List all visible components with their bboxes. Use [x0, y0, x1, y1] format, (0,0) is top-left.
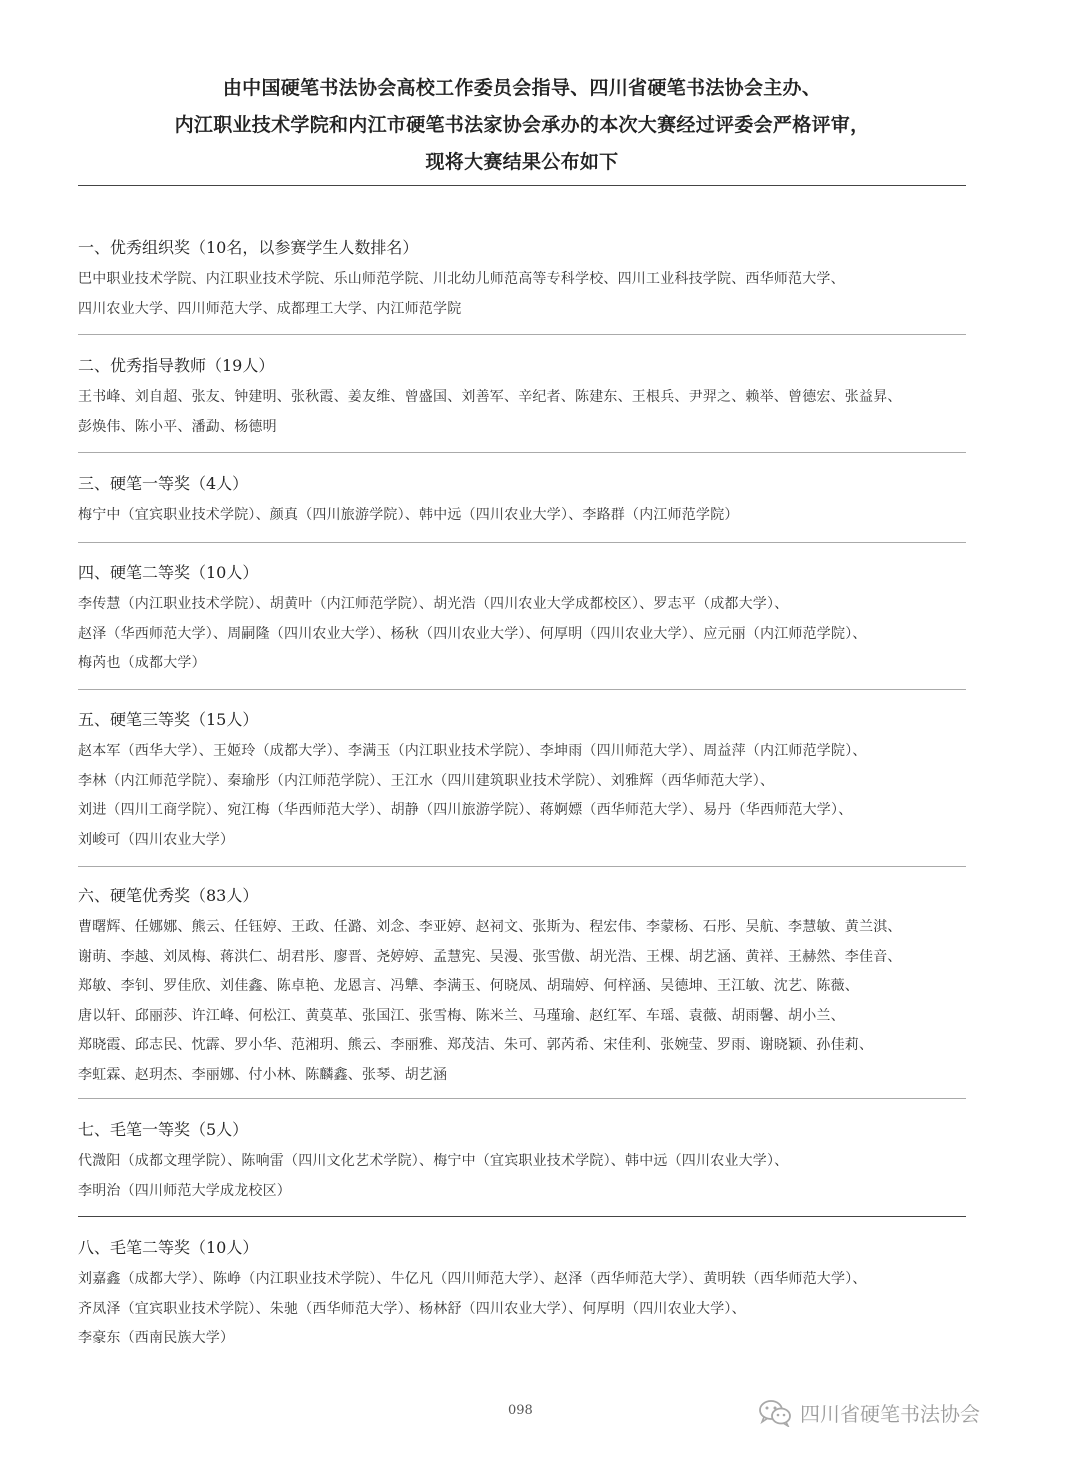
- section-line: 李林（内江师范学院）、秦瑜彤（内江师范学院）、王江水（四川建筑职业技术学院）、刘雅辉（西华师范大学）、: [78, 772, 775, 789]
- header-divider: [78, 185, 966, 186]
- section-divider: [78, 542, 966, 543]
- section-line: 巴中职业技术学院、内江职业技术学院、乐山师范学院、川北幼儿师范高等专科学校、四川工业科技学院、西华师范大学、: [78, 271, 845, 287]
- section-line: 梅芮也（成都大学）: [78, 655, 206, 671]
- section-line: 王书峰、刘自超、张友、钟建明、张秋霞、姜友维、曾盛国、刘善军、辛纪者、陈建东、王根兵、尹羿之、赖举、曾德宏、张益昇、: [78, 389, 902, 405]
- section-line: 刘嘉鑫（成都大学）、陈峥（内江职业技术学院）、牛亿凡（四川师范大学）、赵泽（西华师范大学）、黄明轶（西华师范大学）、: [78, 1271, 867, 1287]
- section-line: 唐以轩、邱丽莎、许江峰、何松江、黄莫革、张国江、张雪梅、陈米兰、马瑾瑜、赵红军、车瑶、袁薇、胡雨馨、胡小兰、: [78, 1007, 845, 1024]
- section-title: 七、毛笔一等奖（5人）: [78, 1120, 249, 1139]
- section-line: 梅宁中（宜宾职业技术学院）、颜真（四川旅游学院）、韩中远（四川农业大学）、李路群（内江师范学院）: [78, 507, 739, 523]
- section-title: 六、硬笔优秀奖（83人）: [78, 886, 259, 905]
- header-line-2: 内江职业技术学院和内江市硬笔书法家协会承办的本次大赛经过评委会严格评审，: [174, 114, 870, 136]
- section-divider: [78, 452, 966, 453]
- section-line: 谢萌、李越、刘凤梅、蒋洪仁、胡君彤、廖晋、尧婷婷、孟慧宪、吴漫、张雪傲、胡光浩、王棵、胡艺涵、黄祥、王赫然、李佳音、: [78, 948, 902, 965]
- section-line: 代溦阳（成都文理学院）、陈响雷（四川文化艺术学院）、梅宁中（宜宾职业技术学院）、韩中远（四川农业大学）、: [78, 1153, 789, 1169]
- section-hard-pen-excellence-award: [78, 886, 966, 1090]
- section-divider: [78, 689, 966, 690]
- watermark-text: 四川省硬笔书法协会: [800, 1402, 980, 1426]
- section-organization-award: [78, 238, 966, 324]
- section-line: 郑敏、李钊、罗佳欣、刘佳鑫、陈卓艳、龙恩言、冯犨、李满玉、何晓凤、胡瑞婷、何梓涵、吴德坤、王江敏、沈艺、陈薇、: [78, 978, 859, 994]
- section-hard-pen-first-prize: [78, 474, 966, 531]
- section-hard-pen-second-prize: [78, 563, 966, 679]
- section-title: 四、硬笔二等奖（10人）: [78, 563, 259, 582]
- section-line: 郑晓霞、邱志民、忱霹、罗小华、范湘玥、熊云、李丽雅、郑茂洁、朱可、郭芮希、宋佳利、张婉莹、罗雨、谢晓颖、孙佳莉、: [78, 1037, 874, 1053]
- section-hard-pen-third-prize: [78, 710, 966, 855]
- section-divider: [78, 1216, 966, 1217]
- section-line: 李明治（四川师范大学成龙校区）: [78, 1182, 291, 1199]
- wechat-icon: [758, 1399, 792, 1427]
- section-brush-second-prize: [78, 1238, 966, 1354]
- section-title: 二、优秀指导教师（19人）: [78, 356, 275, 375]
- section-title: 八、毛笔二等奖（10人）: [78, 1238, 259, 1257]
- section-line: 彭焕伟、陈小平、潘勐、杨德明: [78, 418, 277, 435]
- section-excellent-teachers: [78, 356, 966, 442]
- wechat-watermark: [758, 1398, 980, 1427]
- section-line: 刘峻可（四川农业大学）: [78, 831, 235, 848]
- section-line: 齐凤泽（宜宾职业技术学院）、朱驰（西华师范大学）、杨林舒（四川农业大学）、何厚明（四川农业大学）、: [78, 1300, 746, 1317]
- page-number: 098: [508, 1403, 533, 1418]
- section-line: 赵泽（华西师范大学）、周嗣隆（四川农业大学）、杨秋（四川农业大学）、何厚明（四川农业大学）、应元丽（内江师范学院）、: [78, 625, 867, 642]
- header-line-1: 由中国硬笔书法协会高校工作委员会指导、四川省硬笔书法协会主办、: [222, 77, 822, 99]
- section-title: 三、硬笔一等奖（4人）: [78, 474, 249, 493]
- section-divider: [78, 866, 966, 867]
- section-line: 曹曙辉、任娜娜、熊云、任钰婷、王政、任潞、刘念、李亚婷、赵祠文、张斯为、程宏伟、李蒙杨、石彤、吴航、李慧敏、黄兰淇、: [78, 919, 902, 935]
- section-title: 五、硬笔三等奖（15人）: [78, 710, 259, 729]
- section-line: 四川农业大学、四川师范大学、成都理工大学、内江师范学院: [78, 300, 462, 317]
- section-line: 赵本军（西华大学）、王姬玲（成都大学）、李满玉（内江职业技术学院）、李坤雨（四川师范大学）、周益萍（内江师范学院）、: [78, 743, 867, 759]
- section-line: 李虹霖、赵玥杰、李丽娜、付小林、陈麟鑫、张琴、胡艺涵: [78, 1066, 448, 1083]
- section-brush-first-prize: [78, 1120, 966, 1206]
- section-divider: [78, 334, 966, 335]
- header-line-3: 现将大赛结果公布如下: [425, 151, 619, 173]
- announcement-header: [78, 70, 966, 181]
- section-line: 刘进（四川工商学院）、宛江梅（华西师范大学）、胡静（四川旅游学院）、蒋婀嫖（西华师范大学）、易丹（华西师范大学）、: [78, 802, 853, 818]
- section-title: 一、优秀组织奖（10名，以参赛学生人数排名）: [78, 238, 419, 257]
- section-line: 李豪东（西南民族大学）: [78, 1330, 235, 1346]
- section-divider: [78, 1098, 966, 1099]
- section-line: 李传慧（内江职业技术学院）、胡黄叶（内江师范学院）、胡光浩（四川农业大学成都校区）、罗志平（成都大学）、: [78, 596, 789, 612]
